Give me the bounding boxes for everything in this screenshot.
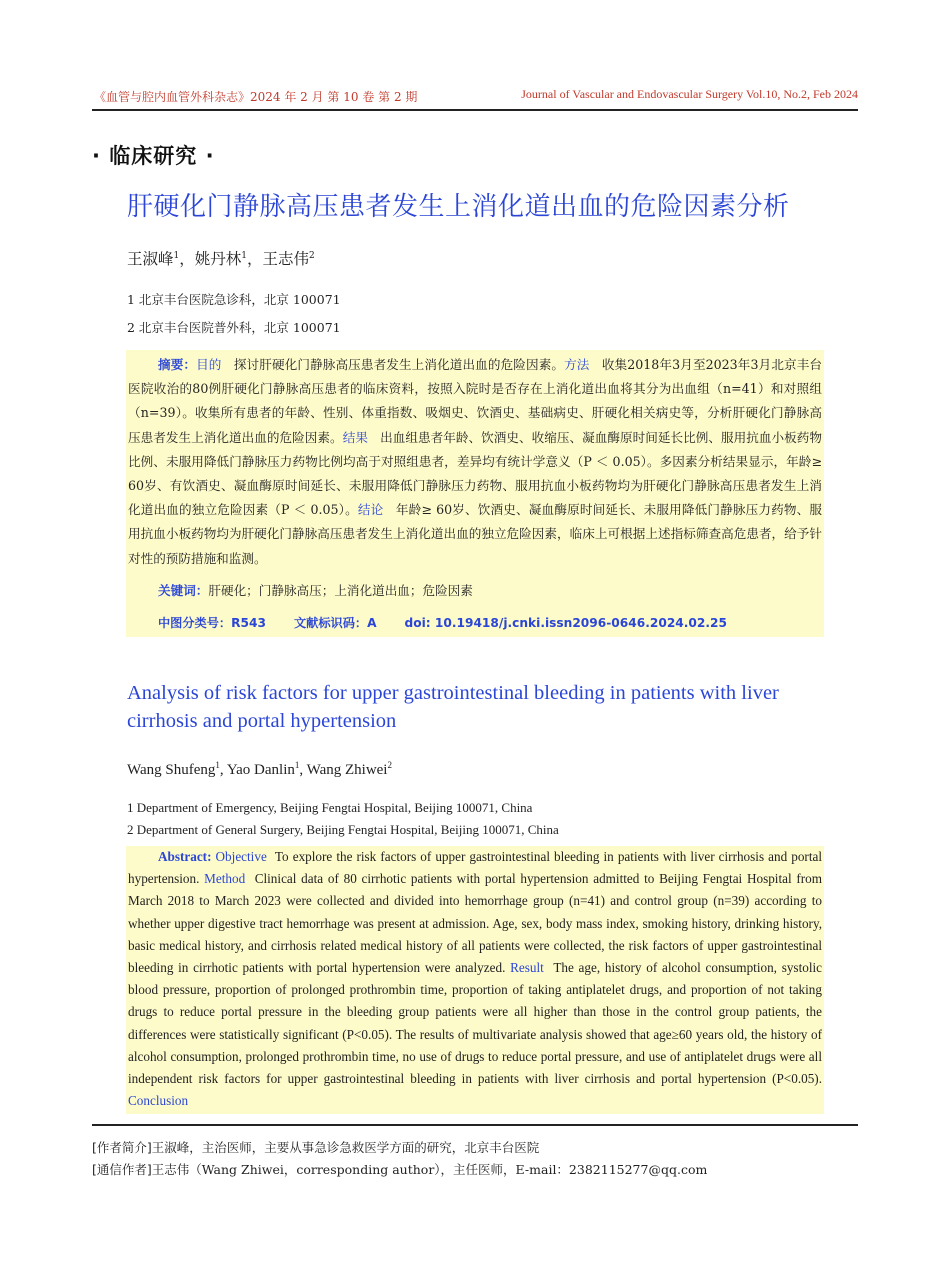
abstract-label: 摘要：: [158, 357, 197, 372]
classification-line: [128, 611, 822, 635]
document-code: 文献标识码：A: [293, 616, 377, 631]
section-tag: · 临床研究 ·: [92, 144, 215, 168]
author-bio-label: [作者简介]: [92, 1140, 152, 1155]
article-title-cn: 肝硬化门静脉高压患者发生上消化道出血的危险因素分析: [127, 192, 790, 222]
keywords-text: 肝硬化；门静脉高压；上消化道出血；危险因素: [208, 582, 473, 598]
result-label: 结果: [342, 429, 368, 445]
author-sup: 1: [241, 250, 248, 261]
keywords-line: [128, 579, 822, 603]
abstract-cn-body: [128, 353, 822, 571]
article-title-en: Analysis of risk factors for upper gastrointestinal bleeding in patients with liver cirrhosis and portal hypertension: [127, 682, 779, 732]
author-sup: 1: [294, 760, 300, 770]
author-sup: 2: [387, 760, 392, 770]
result-en-text: The age, history of alcohol consumption, systolic blood pressure, proportion of prolonged prothrombin time, proportion of taking antiplatelet drugs, and proportion of not taking drugs to reduce portal pressure in the bleeding group patients were all higher than those in the control group patients, the differences were statistically significant (P<0.05). The results of multivariate analysis showed that age≥60 years old, the history of alcohol consumption, prolonged prothrombin time, no use of drugs to reduce portal pressure, and use of antiplatelet drugs were all independent risk factors for upper gastrointestinal bleeding in patients with liver cirrhosis and portal hypertension (P<0.05).: [128, 960, 823, 1087]
conclusion-text: 年龄≥ 60岁、饮酒史、凝血酶原时间延长、未服用降低门静脉压力药物、服用抗血小板药物均为肝硬化门静脉高压患者发生上消化道出血的独立危险因素，临床上可根据上述指标筛查高危患者，给予针对性的预防措施和监测。: [128, 502, 822, 566]
objective-label: 目的: [196, 357, 222, 372]
conclusion-label: 结论: [357, 502, 384, 518]
clc-number: 中图分类号：R543: [158, 616, 266, 631]
author-name: 王志伟: [262, 250, 310, 268]
doi-link[interactable]: doi: 10.19418/j.cnki.issn2096-0646.2024.02.25: [404, 616, 727, 631]
authors-en: Wang Shufeng$^1$, Yao Danlin$^1$, Wang Zhiwei$^2$: [127, 760, 392, 778]
abstract-en-label: Abstract:: [158, 849, 212, 864]
journal-header-cn: 《血管与腔内血管外科杂志》2024 年 2 月 第 10 卷 第 2 期: [94, 90, 418, 104]
authors-cn: 王淑峰$^1$，姚丹林$^1$，王志伟$^2$: [127, 250, 315, 268]
objective-en-label: Objective: [215, 849, 267, 864]
conclusion-en-label: Conclusion: [128, 1093, 189, 1109]
footnote-rule: [92, 1124, 858, 1126]
corresponding-author: [92, 1160, 707, 1178]
affiliation-en-1: 1 Department of Emergency, Beijing Fengtai Hospital, Beijing 100071, China: [127, 800, 533, 815]
author-name: Wang Shufeng: [127, 762, 216, 778]
objective-en-text: To explore the risk factors of upper gastrointestinal bleeding in patients with liver cirrhosis and portal hypertension.: [128, 849, 822, 887]
method-en-text: Clinical data of 80 cirrhotic patients with portal hypertension admitted to Beijing Fengtai Hospital from March 2018 to March 2023 were collected and divided into hemorrhage group (n=41) and control group (n=39) according to whether upper digestive tract hemorrhage was present at admission. Age, sex, body mass index, smoking history, drinking history, basic medical history, and cirrhosis related medical history of all patients were collected, the risk factors of upper gastrointestinal bleeding in cirrhotic patients with portal hypertension were analyzed.: [128, 871, 823, 976]
objective-text: 探讨肝硬化门静脉高压患者发生上消化道出血的危险因素。: [233, 357, 565, 372]
keywords-label: 关键词：: [158, 582, 209, 598]
result-text: 出血组患者年龄、饮酒史、收缩压、凝血酶原时间延长比例、服用抗血小板药物比例、未服用降低门静脉压力药物比例均高于对照组患者，差异均有统计学意义（P ＜ 0.05）。多因素分析结果显示，年龄≥ 60岁、有饮酒史、凝血酶原时间延长、未服用降低门静脉压力药物、服用抗血小板药物均为肝硬化门静脉高压患者发生上消化道出血的独立危险因素（P ＜ 0.05）。: [128, 429, 823, 518]
author-sup: 1: [215, 760, 220, 770]
affiliation-en-2: 2 Department of General Surgery, Beijing Fengtai Hospital, Beijing 100071, China: [127, 822, 559, 837]
method-en-label: Method: [204, 871, 246, 887]
author-name: Wang Zhiwei: [306, 762, 388, 778]
method-label: 方法: [564, 357, 590, 372]
author-sup: 1: [173, 250, 180, 261]
author-bio-text: 王淑峰，主治医师，主要从事急诊急救医学方面的研究，北京丰台医院: [151, 1140, 540, 1155]
abstract-cn: [126, 350, 824, 637]
journal-header-en: Journal of Vascular and Endovascular Surgery Vol.10, No.2, Feb 2024: [521, 87, 858, 101]
abstract-en: [126, 846, 824, 1114]
author-name: Yao Danlin: [226, 762, 295, 778]
abstract-en-body: [128, 846, 822, 1112]
method-text: 收集2018年3月至2023年3月北京丰台医院收治的80例肝硬化门静脉高压患者的临床资料，按照入院时是否存在上消化道出血将其分为出血组（n=41）和对照组（n=39）。收集所有患者的年龄、性别、体重指数、吸烟史、饮酒史、基础病史、肝硬化相关病史等，分析肝硬化门静脉高压患者发生上消化道出血的危险因素。: [128, 357, 823, 445]
author-name: 王淑峰: [127, 250, 174, 268]
affiliation-cn-2: 2 北京丰台医院普外科，北京 100071: [127, 320, 341, 335]
affiliation-cn-1: 1 北京丰台医院急诊科，北京 100071: [127, 292, 341, 307]
corresponding-text: 王志伟（Wang Zhiwei，corresponding author），主任医师，E-mail：2382115277@qq.com: [151, 1162, 708, 1177]
result-en-label: Result: [510, 960, 544, 976]
author-sup: 2: [309, 250, 315, 261]
author-bio: [92, 1138, 539, 1156]
author-name: 姚丹林: [194, 250, 242, 268]
header-rule: [92, 109, 858, 111]
corresponding-label: [通信作者]: [92, 1162, 152, 1177]
